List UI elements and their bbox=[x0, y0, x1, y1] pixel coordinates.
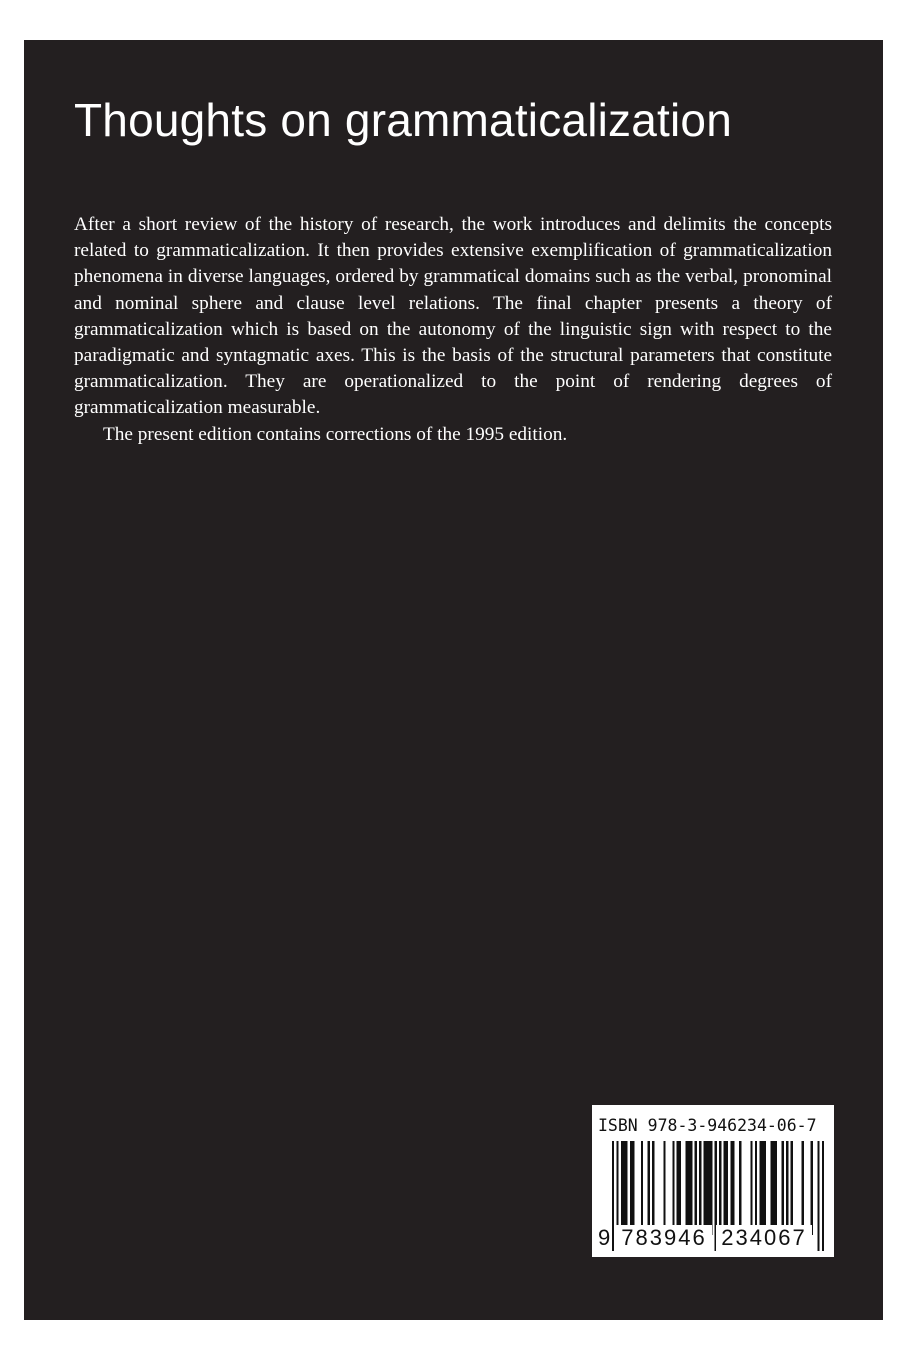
barcode-bar bbox=[648, 1141, 650, 1235]
isbn-label: ISBN 978-3-946234-06-7 bbox=[598, 1116, 817, 1135]
barcode-bar bbox=[708, 1141, 710, 1235]
barcode-bar bbox=[695, 1141, 697, 1235]
barcode-bar bbox=[652, 1141, 654, 1235]
barcode-bar bbox=[703, 1141, 705, 1235]
barcode-bar bbox=[750, 1141, 752, 1235]
barcode-bar bbox=[710, 1141, 712, 1235]
isbn-barcode bbox=[592, 1105, 834, 1257]
barcode-bar bbox=[759, 1141, 761, 1235]
barcode-bar bbox=[782, 1141, 784, 1235]
barcode-bar bbox=[786, 1141, 788, 1235]
barcode-bar bbox=[672, 1141, 674, 1235]
blurb-paragraph: After a short review of the history of research, the work introduces and delimits the concepts related to grammaticalization. It then provides extensive exemplification of grammaticalization phenomena in diverse languages, ordered by grammatical domains such as the verbal, pronominal and nominal sphere and clause level relations. The final chapter presents a theory of grammaticalization which is based on the autonomy of the linguistic sign with respect to the paradigmatic and syntagmatic axes. This is the basis of the structural parameters that constitute grammaticalization. They are operationalized to the point of rendering degrees of grammaticalization measurable. bbox=[74, 214, 832, 419]
barcode-bar bbox=[755, 1141, 757, 1235]
barcode-bar bbox=[773, 1141, 775, 1235]
barcode-bar bbox=[688, 1141, 690, 1235]
barcode-bar bbox=[802, 1141, 804, 1235]
edition-note: The present edition contains corrections of the 1995 edition. bbox=[103, 423, 568, 445]
ean-digits bbox=[592, 1223, 834, 1253]
barcode-bar bbox=[764, 1141, 766, 1235]
barcode-bar bbox=[663, 1141, 665, 1235]
book-blurb bbox=[74, 212, 832, 448]
barcode-bar bbox=[730, 1141, 732, 1235]
barcode-bar bbox=[621, 1141, 623, 1235]
barcode-bar bbox=[677, 1141, 679, 1235]
barcode-bar bbox=[775, 1141, 777, 1235]
barcode-bar bbox=[811, 1141, 813, 1235]
barcode-bar bbox=[625, 1141, 627, 1235]
barcode-bar bbox=[699, 1141, 701, 1235]
ean-right-group: 234067 bbox=[716, 1225, 812, 1251]
barcode-bar bbox=[733, 1141, 735, 1235]
barcode-bar bbox=[739, 1141, 741, 1235]
barcode-bar bbox=[690, 1141, 692, 1235]
barcode-bar bbox=[724, 1141, 726, 1235]
barcode-bar bbox=[630, 1141, 632, 1235]
barcode-bar bbox=[686, 1141, 688, 1235]
ean-first-digit: 9 bbox=[598, 1225, 611, 1250]
barcode-bar bbox=[791, 1141, 793, 1235]
barcode-bar bbox=[706, 1141, 708, 1235]
barcode-bar bbox=[679, 1141, 681, 1235]
barcode-bar bbox=[726, 1141, 728, 1235]
book-title: Thoughts on grammaticalization bbox=[74, 94, 732, 146]
barcode-bar bbox=[641, 1141, 643, 1235]
barcode-bar bbox=[623, 1141, 625, 1235]
barcode-bar bbox=[770, 1141, 772, 1235]
back-cover bbox=[24, 40, 883, 1320]
ean-left-group: 783946 bbox=[616, 1225, 712, 1251]
barcode-bar bbox=[762, 1141, 764, 1235]
barcode-bar bbox=[632, 1141, 634, 1235]
